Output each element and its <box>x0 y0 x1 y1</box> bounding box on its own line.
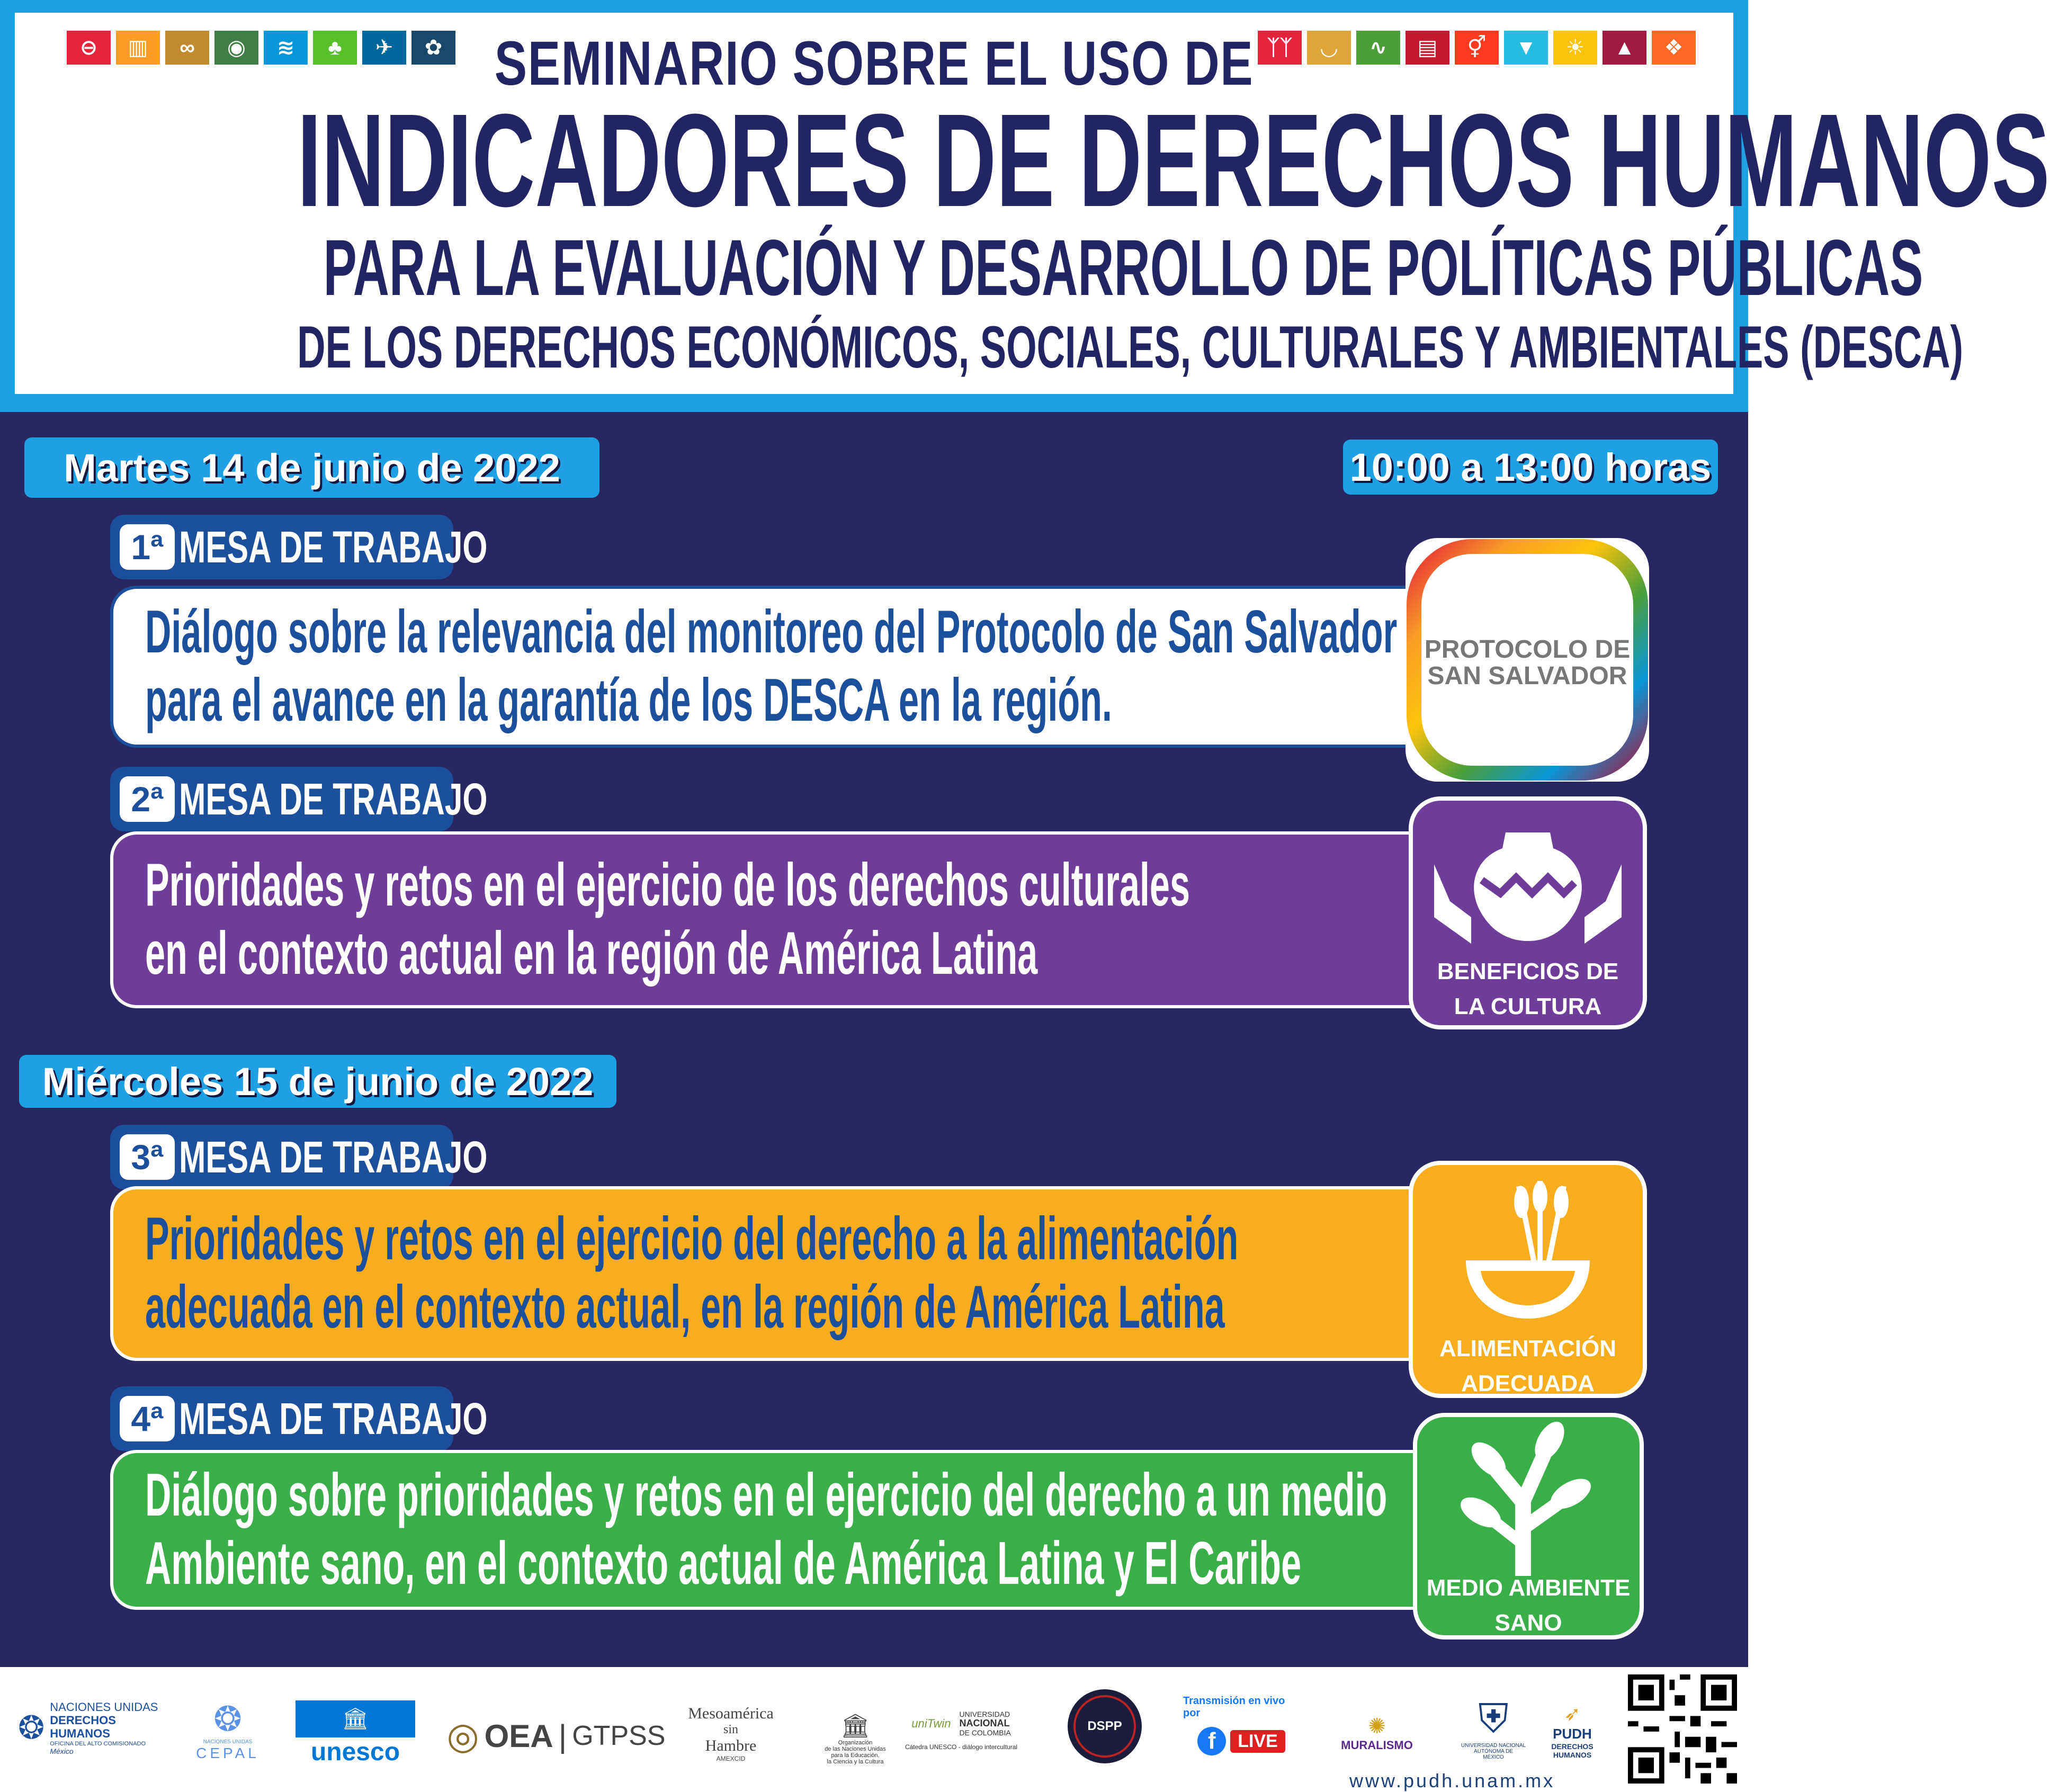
mesa-topic-text <box>145 1453 1387 1607</box>
time-badge: 10:00 a 13:00 horas <box>1343 440 1718 495</box>
logo-text: sin <box>723 1722 738 1736</box>
mesa-topic-3 <box>110 1186 1508 1361</box>
icon-caption-line-1: MEDIO AMBIENTE <box>1426 1575 1631 1601</box>
logo-text: DSPP <box>1087 1719 1122 1733</box>
temple-icon: 🏛 <box>296 1700 415 1737</box>
mesa-label: MESA DE TRABAJO <box>179 1393 488 1444</box>
facebook-live-link[interactable] <box>1183 1694 1300 1757</box>
live-badge: LIVE <box>1230 1730 1285 1753</box>
logo-text: la Ciencia y la Cultura <box>827 1759 884 1765</box>
waves-icon: ≋ <box>264 31 308 65</box>
mesa-topic-line-1: Diálogo sobre prioridades y retos en el ejercicio del derecho a un medio <box>145 1462 1387 1529</box>
alimentacion-adecuada-icon <box>1409 1161 1647 1398</box>
mesa-topic-text <box>145 589 1397 745</box>
icon-caption-line-2: SAN SALVADOR <box>1427 662 1627 691</box>
logo-text: AUTÓNOMA DE <box>1474 1749 1513 1754</box>
beneficios-cultura-icon <box>1409 796 1647 1029</box>
logo-text: México <box>50 1747 74 1756</box>
logo-text: de las Naciones Unidas <box>825 1746 886 1752</box>
people-icon: ᛉᛉ <box>1258 31 1302 65</box>
mesa-topic-line-1: Diálogo sobre la relevancia del monitoreo del Protocolo de San Salvador <box>145 598 1398 666</box>
unesco-small-logo <box>816 1699 895 1778</box>
icon-caption-line-2: SANO <box>1494 1610 1562 1636</box>
partner-logos-footer <box>0 1667 1748 1791</box>
logo-text: AMEXCID <box>716 1754 746 1762</box>
dspp-logo <box>1068 1689 1142 1763</box>
medio-ambiente-sano-icon <box>1413 1413 1644 1639</box>
growth-chart-icon: ▲ <box>1603 31 1646 65</box>
mesa-topic-line-1: Prioridades y retos en el ejercicio del derecho a la alimentación <box>145 1205 1239 1273</box>
heartbeat-icon: ∿ <box>1356 31 1400 65</box>
dove-icon: ✈ <box>362 31 406 65</box>
mesa-topic-text <box>145 1189 1238 1358</box>
mesa-number: 2ª <box>120 776 175 822</box>
mesa-topic-line-2: Ambiente sano, en el contexto actual de América Latina y El Caribe <box>145 1530 1302 1597</box>
vase-hands-icon <box>1413 811 1643 970</box>
logo-text: DERECHOS HUMANOS <box>50 1713 116 1741</box>
minus-icon: ⊖ <box>67 31 111 65</box>
un-emblem-icon: ❂ <box>18 1710 45 1745</box>
mesa-topic-line-2: adecuada en el contexto actual, en la región de América Latina <box>145 1274 1225 1341</box>
logo-text: GTPSS <box>572 1721 666 1751</box>
logo-text: Hambre <box>705 1736 757 1754</box>
pudh-url-link[interactable]: www.pudh.unam.mx <box>1349 1770 1555 1791</box>
temple-icon: 🏛 <box>840 1713 870 1739</box>
oea-emblem-icon: ◎ <box>446 1715 479 1757</box>
logo-text: DERECHOS <box>1551 1742 1594 1751</box>
infinity-icon: ∞ <box>165 31 209 65</box>
logo-text: NACIONAL <box>959 1718 1010 1729</box>
logo-text: Mesoamérica <box>688 1704 774 1722</box>
icon-caption-line-2: ADECUADA <box>1461 1370 1595 1396</box>
logo-text: PUDH <box>1553 1726 1592 1742</box>
logo-text: OEA <box>484 1718 553 1754</box>
logo-text: Cátedra UNESCO - diálogo intercultural <box>905 1743 1018 1751</box>
logo-text: DE COLOMBIA <box>959 1728 1011 1737</box>
logo-text: HUMANOS <box>1553 1751 1592 1759</box>
city-icon: ▥ <box>116 31 160 65</box>
plant-icon <box>1417 1422 1640 1576</box>
gender-icon: ⚥ <box>1455 31 1499 65</box>
logo-text: uniTwin <box>911 1716 951 1730</box>
logo-text: NACIONES UNIDAS <box>203 1739 253 1745</box>
mesa-tab-2 <box>110 767 488 831</box>
protocolo-san-salvador-icon <box>1406 538 1649 782</box>
bowl-icon: ◡ <box>1307 31 1351 65</box>
date-badge-day-2: Miércoles 15 de junio de 2022 <box>19 1055 616 1108</box>
mesa-label: MESA DE TRABAJO <box>179 522 488 572</box>
mesa-number: 3ª <box>120 1134 175 1180</box>
figures-icon: ✺ <box>1368 1715 1386 1738</box>
date-badge-day-1: Martes 14 de junio de 2022 <box>24 437 599 498</box>
mesa-tab-1 <box>110 515 488 579</box>
facebook-icon: f <box>1197 1727 1226 1755</box>
logo-text: unesco <box>310 1737 400 1766</box>
flower-icon: ✿ <box>411 31 455 65</box>
mesa-label: MESA DE TRABAJO <box>179 774 488 824</box>
logo-text: UNIVERSIDAD NACIONAL <box>1461 1743 1526 1749</box>
mesa-topic-4 <box>110 1450 1508 1610</box>
logo-text: MÉXICO <box>1483 1754 1504 1760</box>
muralismo-logo <box>1329 1704 1425 1762</box>
logo-text: UNIVERSIDAD <box>959 1709 1010 1718</box>
oea-gtpss-logo: ◎ OEA | GTPSS <box>446 1715 666 1757</box>
cepal-logo <box>191 1694 265 1768</box>
icon-caption-line-2: LA CULTURA <box>1454 993 1602 1019</box>
unesco-logo <box>296 1699 415 1768</box>
mesa-number: 4ª <box>120 1396 175 1441</box>
unam-shield-icon: ⛨ <box>1478 1696 1509 1741</box>
logo-text: para la Educación, <box>831 1752 880 1759</box>
unam-logo <box>1451 1688 1536 1768</box>
cubes-icon: ❖ <box>1652 31 1696 65</box>
book-icon: ▤ <box>1406 31 1449 65</box>
bird-icon: ➶ <box>1564 1703 1581 1725</box>
mesa-topic-1 <box>110 586 1508 748</box>
logo-text: NACIONES UNIDAS <box>50 1700 158 1714</box>
icon-caption-line-1: BENEFICIOS DE <box>1437 958 1619 984</box>
water-drop-icon: ▼ <box>1504 31 1548 65</box>
mesa-topic-text <box>145 835 1190 1005</box>
logo-text: MURALISMO <box>1341 1739 1413 1752</box>
mesa-topic-line-2: para el avance en la garantía de los DESCA en la región. <box>145 667 1112 734</box>
seminar-title-line-1: SEMINARIO SOBRE EL USO DE <box>494 29 1254 98</box>
onu-dh-logo <box>18 1699 177 1757</box>
mesa-tab-3 <box>110 1125 488 1189</box>
wheat-bowl-icon <box>1413 1170 1643 1329</box>
tree-icon: ♣ <box>313 31 357 65</box>
mesoamerica-sin-hambre-logo <box>683 1694 778 1773</box>
icon-caption-line-1: ALIMENTACIÓN <box>1439 1336 1617 1361</box>
mesa-topic-line-2: en el contexto actual en la región de América Latina <box>145 920 1038 987</box>
eye-icon: ◉ <box>214 31 258 65</box>
sun-icon: ☀ <box>1553 31 1597 65</box>
mesa-tab-4 <box>110 1386 488 1451</box>
seminar-title-line-2: INDICADORES DE DERECHOS HUMANOS <box>297 86 2050 234</box>
seminar-title-line-3: PARA LA EVALUACIÓN Y DESARROLLO DE POLÍTICAS PÚBLICAS <box>323 223 1923 312</box>
mesa-topic-line-1: Prioridades y retos en el ejercicio de los derechos culturales <box>145 852 1190 919</box>
qr-code-icon[interactable] <box>1628 1674 1737 1784</box>
logo-text: CEPAL <box>196 1745 259 1761</box>
un-emblem-icon: ❂ <box>213 1700 242 1738</box>
pudh-logo <box>1543 1694 1601 1768</box>
logo-text: Organización <box>838 1740 873 1746</box>
icon-caption-line-1: PROTOCOLO DE <box>1424 635 1631 664</box>
header-banner <box>0 0 2050 412</box>
mesa-topic-2 <box>110 831 1508 1008</box>
mesa-label: MESA DE TRABAJO <box>179 1132 488 1182</box>
unitwin-unal-logo <box>895 1699 1027 1762</box>
stream-label: Transmisión en vivo por <box>1183 1695 1285 1719</box>
seminar-title-line-4: DE LOS DERECHOS ECONÓMICOS, SOCIALES, CULTURALES Y AMBIENTALES (DESCA) <box>297 314 1964 380</box>
mesa-number: 1ª <box>120 524 175 570</box>
logo-text: OFICINA DEL ALTO COMISIONADO <box>50 1740 146 1747</box>
